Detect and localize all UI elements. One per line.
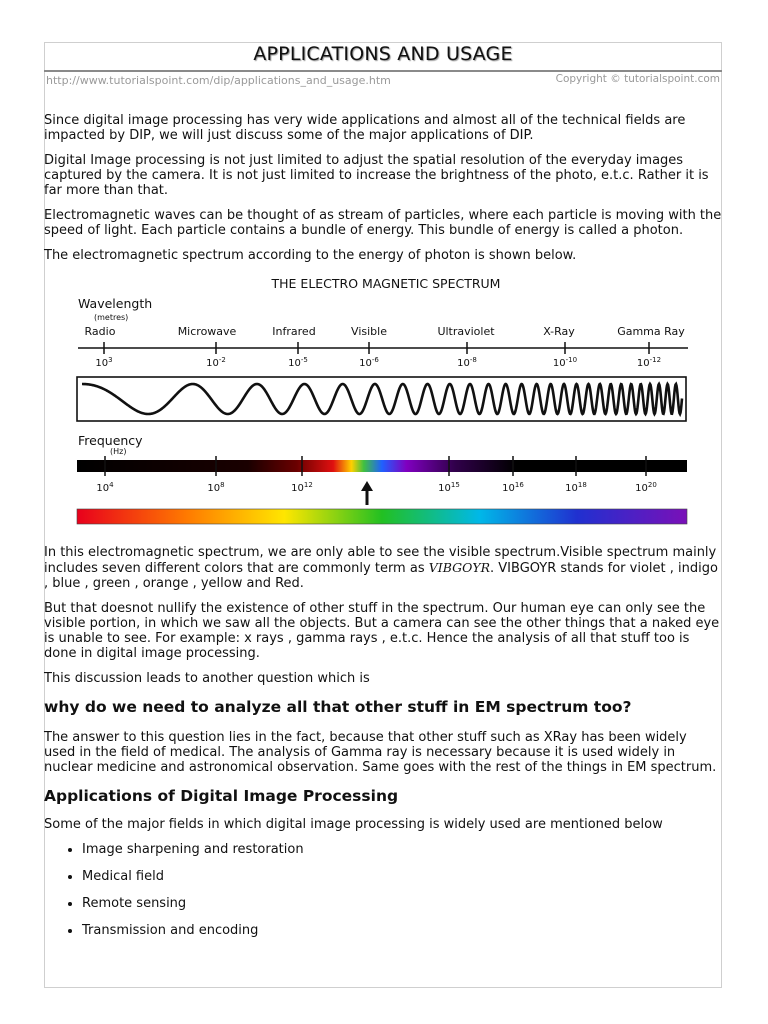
frequency-bar bbox=[77, 460, 687, 472]
list-item: • Remote sensing bbox=[82, 896, 722, 911]
band-label: X-Ray bbox=[543, 325, 575, 338]
source-url[interactable]: http://www.tutorialspoint.com/dip/applications_and_usage.htm bbox=[46, 74, 391, 87]
wavelength-label: Wavelength bbox=[78, 296, 153, 311]
band-label: Microwave bbox=[177, 325, 237, 338]
em-spectrum-figure bbox=[76, 273, 688, 535]
list-item: • Transmission and encoding bbox=[82, 923, 722, 938]
wavelength-tick-label: $10^{-6}$ bbox=[359, 356, 379, 369]
paragraph: Some of the major fields in which digital image processing is widely used are mentioned below bbox=[44, 817, 663, 832]
band-label: Visible bbox=[351, 325, 387, 338]
band-label: Infrared bbox=[272, 325, 316, 338]
frequency-tick-label: $10^{15}$ bbox=[438, 481, 460, 494]
paragraph: Electromagnetic waves can be thought of as stream of particles, where each particle is moving with the speed of light. Each particle contains a bundle of energy. This bundle of energy is called a photon. bbox=[44, 208, 722, 238]
article-body bbox=[44, 113, 722, 950]
band-label: Ultraviolet bbox=[437, 325, 495, 338]
page-title: APPLICATIONS AND USAGE bbox=[253, 43, 513, 65]
copyright-notice: Copyright © tutorialspoint.com bbox=[555, 73, 720, 85]
paragraph: In this electromagnetic spectrum, we are only able to see the visible spectrum.Visible spectrum mainly includes seven different colors that are commonly term as VIBGOYR. VIBGOYR stands for violet , indigo , blue , green , orange , yellow and Red. bbox=[44, 545, 718, 591]
wavelength-tick-label: $10^{-12}$ bbox=[636, 356, 662, 369]
wavelength-tick-label: $10^{-10}$ bbox=[552, 356, 578, 369]
title-divider bbox=[44, 70, 722, 72]
paragraph: Digital Image processing is not just limited to adjust the spatial resolution of the everyday images captured by the camera. It is not just limited to increase the brightness of the photo, e.t.c. Rather it is far more than that. bbox=[44, 153, 709, 198]
paragraph: But that doesnot nullify the existence of other stuff in the spectrum. Our human eye can only see the visible portion, in which we saw all the objects. But a camera can see the other things that a naked eye is unable to see. For example: x rays , gamma rays , e.t.c. Hence the analysis of all that stuff too is done in digital image processing. bbox=[44, 601, 720, 661]
wavelength-tick-label: $10^{-2}$ bbox=[206, 356, 226, 369]
wavelength-tick-label: $10^{-8}$ bbox=[457, 356, 477, 369]
band-label: Gamma Ray bbox=[617, 325, 685, 338]
wavelength-tick-label: $10^3$ bbox=[95, 356, 113, 369]
vibgoyr-term: VIBGOYR bbox=[428, 560, 491, 575]
visible-arrow-head bbox=[361, 481, 373, 491]
frequency-label: Frequency bbox=[78, 433, 143, 448]
paragraph: Since digital image processing has very wide applications and almost all of the technical fields are impacted by DIP, we will just discuss some of the major applications of DIP. bbox=[44, 113, 686, 143]
frequency-tick-label: $10^{12}$ bbox=[291, 481, 313, 494]
wavelength-unit: (metres) bbox=[94, 313, 129, 322]
band-labels bbox=[85, 325, 686, 338]
wavelength-tick-label: $10^{-5}$ bbox=[288, 356, 308, 369]
section-heading-applications: Applications of Digital Image Processing bbox=[44, 787, 399, 805]
band-label: Radio bbox=[84, 325, 116, 338]
paragraph: This discussion leads to another question which is bbox=[44, 671, 370, 686]
section-heading-question: why do we need to analyze all that other stuff in EM spectrum too? bbox=[44, 698, 632, 716]
frequency-tick-label: $10^{20}$ bbox=[635, 481, 657, 494]
list-item: • Medical field bbox=[82, 869, 722, 884]
frequency-tick-label: $10^{16}$ bbox=[502, 481, 524, 494]
frequency-unit: (Hz) bbox=[110, 447, 127, 456]
list-item: • Image sharpening and restoration bbox=[82, 842, 722, 857]
applications-list bbox=[44, 842, 722, 938]
visible-rainbow-bar bbox=[77, 509, 687, 524]
wavelength-ticks bbox=[95, 342, 661, 369]
figure-title: THE ELECTRO MAGNETIC SPECTRUM bbox=[271, 276, 501, 291]
paragraph: The electromagnetic spectrum according to the energy of photon is shown below. bbox=[44, 248, 577, 263]
paragraph: The answer to this question lies in the fact, because that other stuff such as XRay has been widely used in the field of medical. The analysis of Gamma ray is necessary because it is used widely in nuclear medicine and astronomical observation. Same goes with the rest of the things in EM spectrum. bbox=[44, 730, 717, 775]
frequency-tick-label: $10^8$ bbox=[207, 481, 225, 494]
frequency-tick-label: $10^4$ bbox=[96, 481, 114, 494]
frequency-tick-label: $10^{18}$ bbox=[565, 481, 587, 494]
